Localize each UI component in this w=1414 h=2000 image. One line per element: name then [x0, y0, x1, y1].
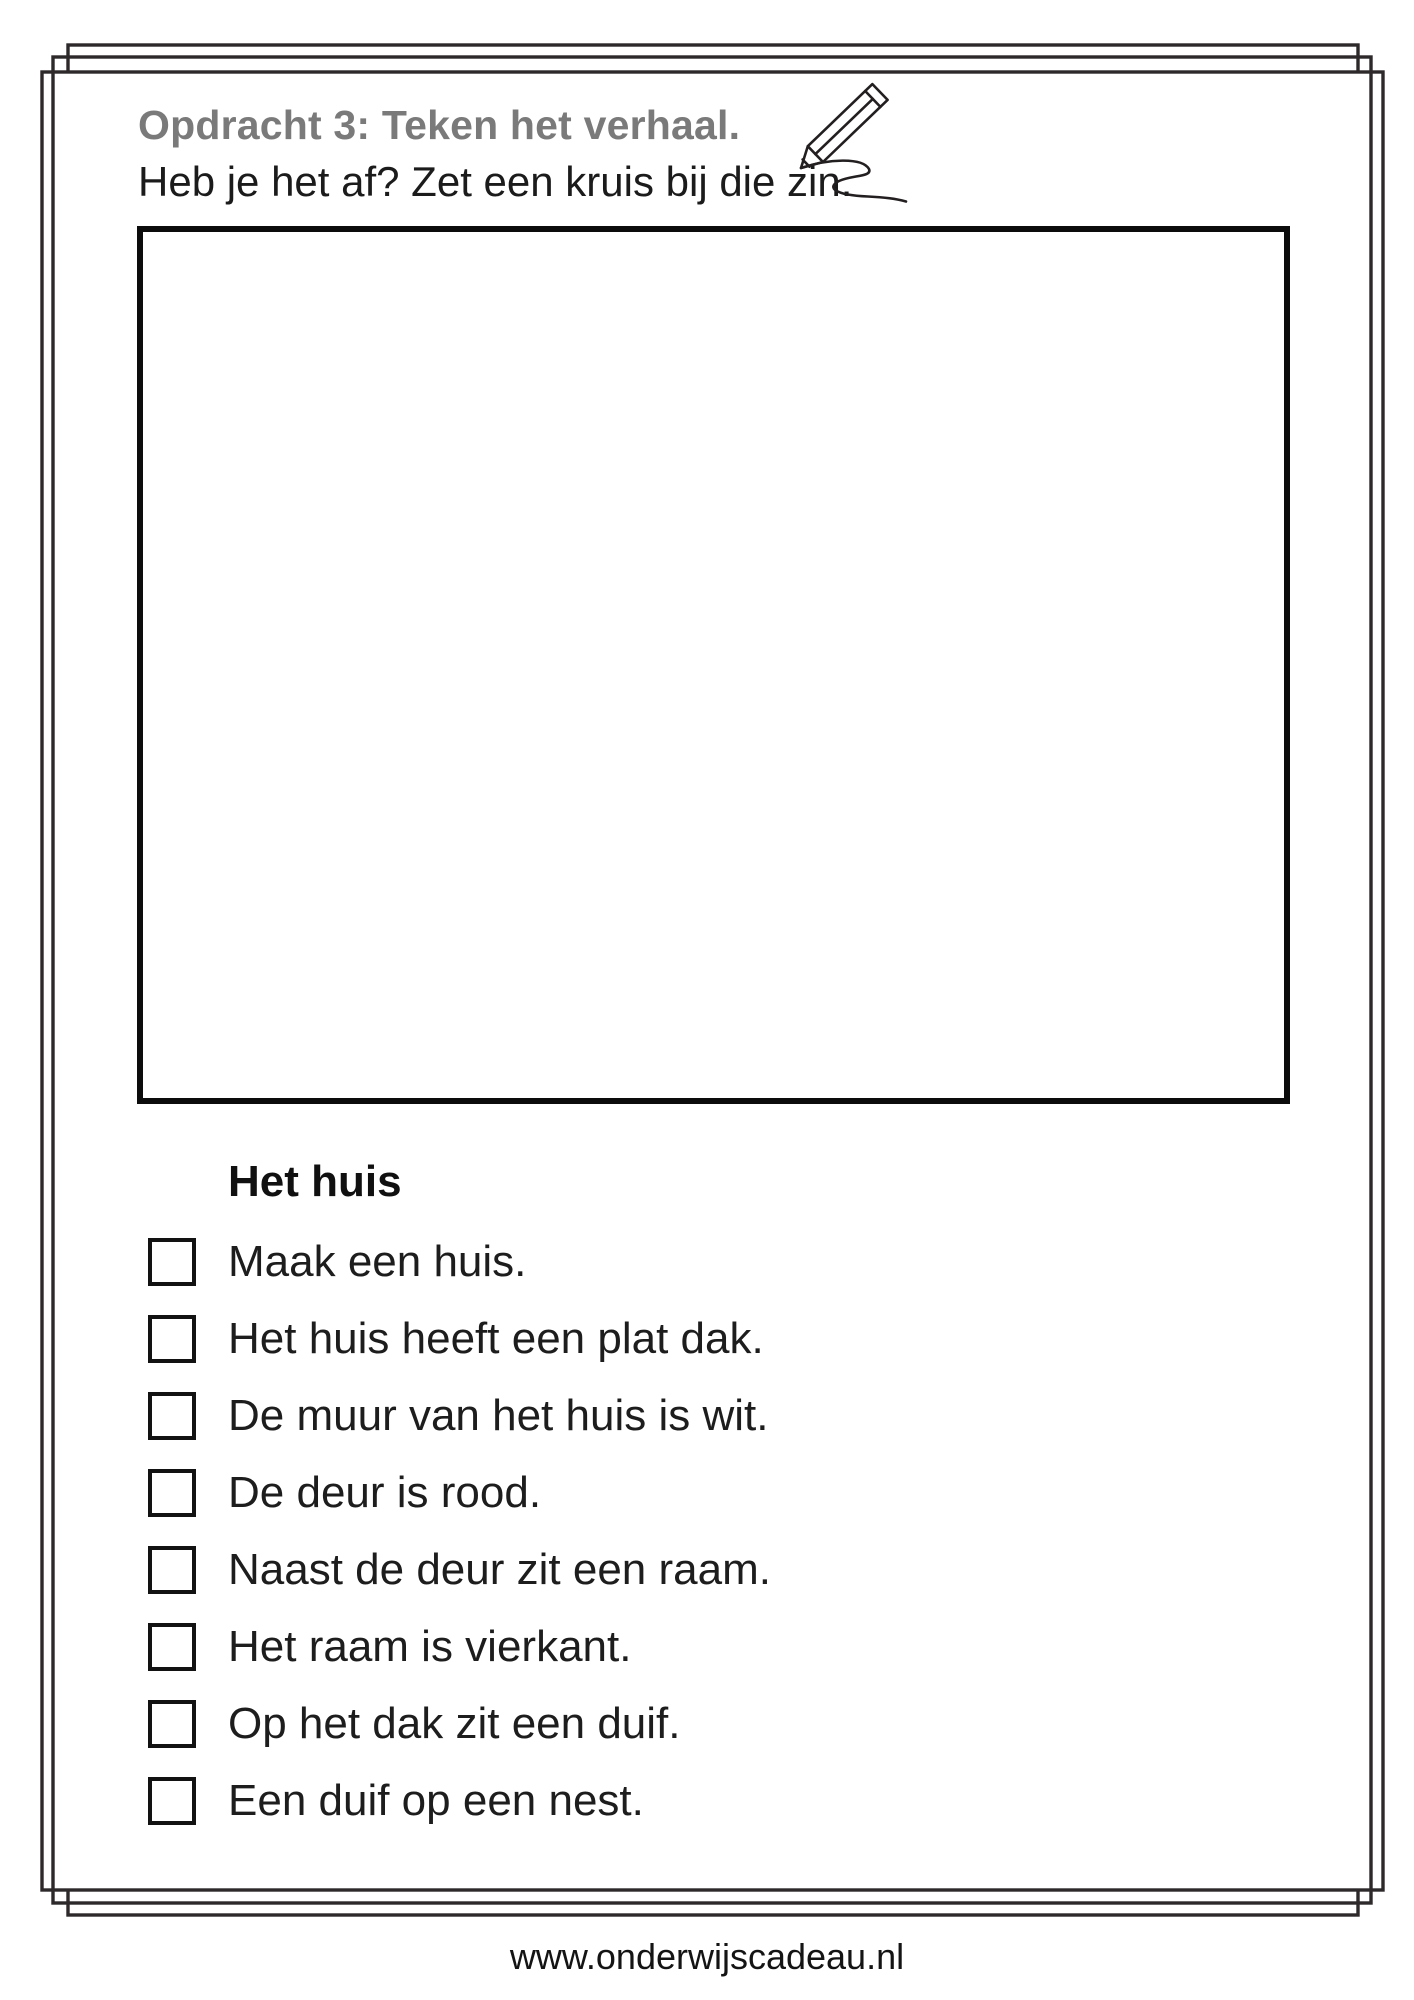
checklist-item-label: Op het dak zit een duif.: [228, 1699, 681, 1748]
checklist-row: [148, 1700, 771, 1748]
checkbox[interactable]: [148, 1623, 196, 1671]
checklist-item-label: Het huis heeft een plat dak.: [228, 1314, 764, 1363]
page-title: Opdracht 3: Teken het verhaal.: [138, 102, 741, 148]
checkbox[interactable]: [148, 1315, 196, 1363]
checklist: [148, 1156, 771, 1825]
checklist-item-label: De muur van het huis is wit.: [228, 1391, 769, 1440]
checkbox[interactable]: [148, 1777, 196, 1825]
checklist-item-label: Maak een huis.: [228, 1237, 527, 1286]
checklist-row: [148, 1777, 771, 1825]
checkbox[interactable]: [148, 1469, 196, 1517]
checklist-item-label: Het raam is vierkant.: [228, 1622, 632, 1671]
checklist-row: [148, 1392, 771, 1440]
checklist-row: [148, 1546, 771, 1594]
checklist-row: [148, 1238, 771, 1286]
checkbox[interactable]: [148, 1238, 196, 1286]
checklist-item-label: De deur is rood.: [228, 1468, 542, 1517]
footer-website: www.onderwijscadeau.nl: [509, 1936, 905, 1977]
page-subtitle: Heb je het af? Zet een kruis bij die zin.: [138, 158, 853, 205]
checkbox[interactable]: [148, 1546, 196, 1594]
checkbox[interactable]: [148, 1700, 196, 1748]
checklist-heading: Het huis: [228, 1157, 402, 1206]
pencil-icon: [780, 80, 960, 215]
checkbox[interactable]: [148, 1392, 196, 1440]
checklist-item-label: Een duif op een nest.: [228, 1776, 644, 1825]
checklist-row: [148, 1623, 771, 1671]
checklist-item-label: Naast de deur zit een raam.: [228, 1545, 771, 1594]
checklist-row: [148, 1469, 771, 1517]
drawing-area[interactable]: [137, 226, 1290, 1104]
checklist-row: [148, 1315, 771, 1363]
